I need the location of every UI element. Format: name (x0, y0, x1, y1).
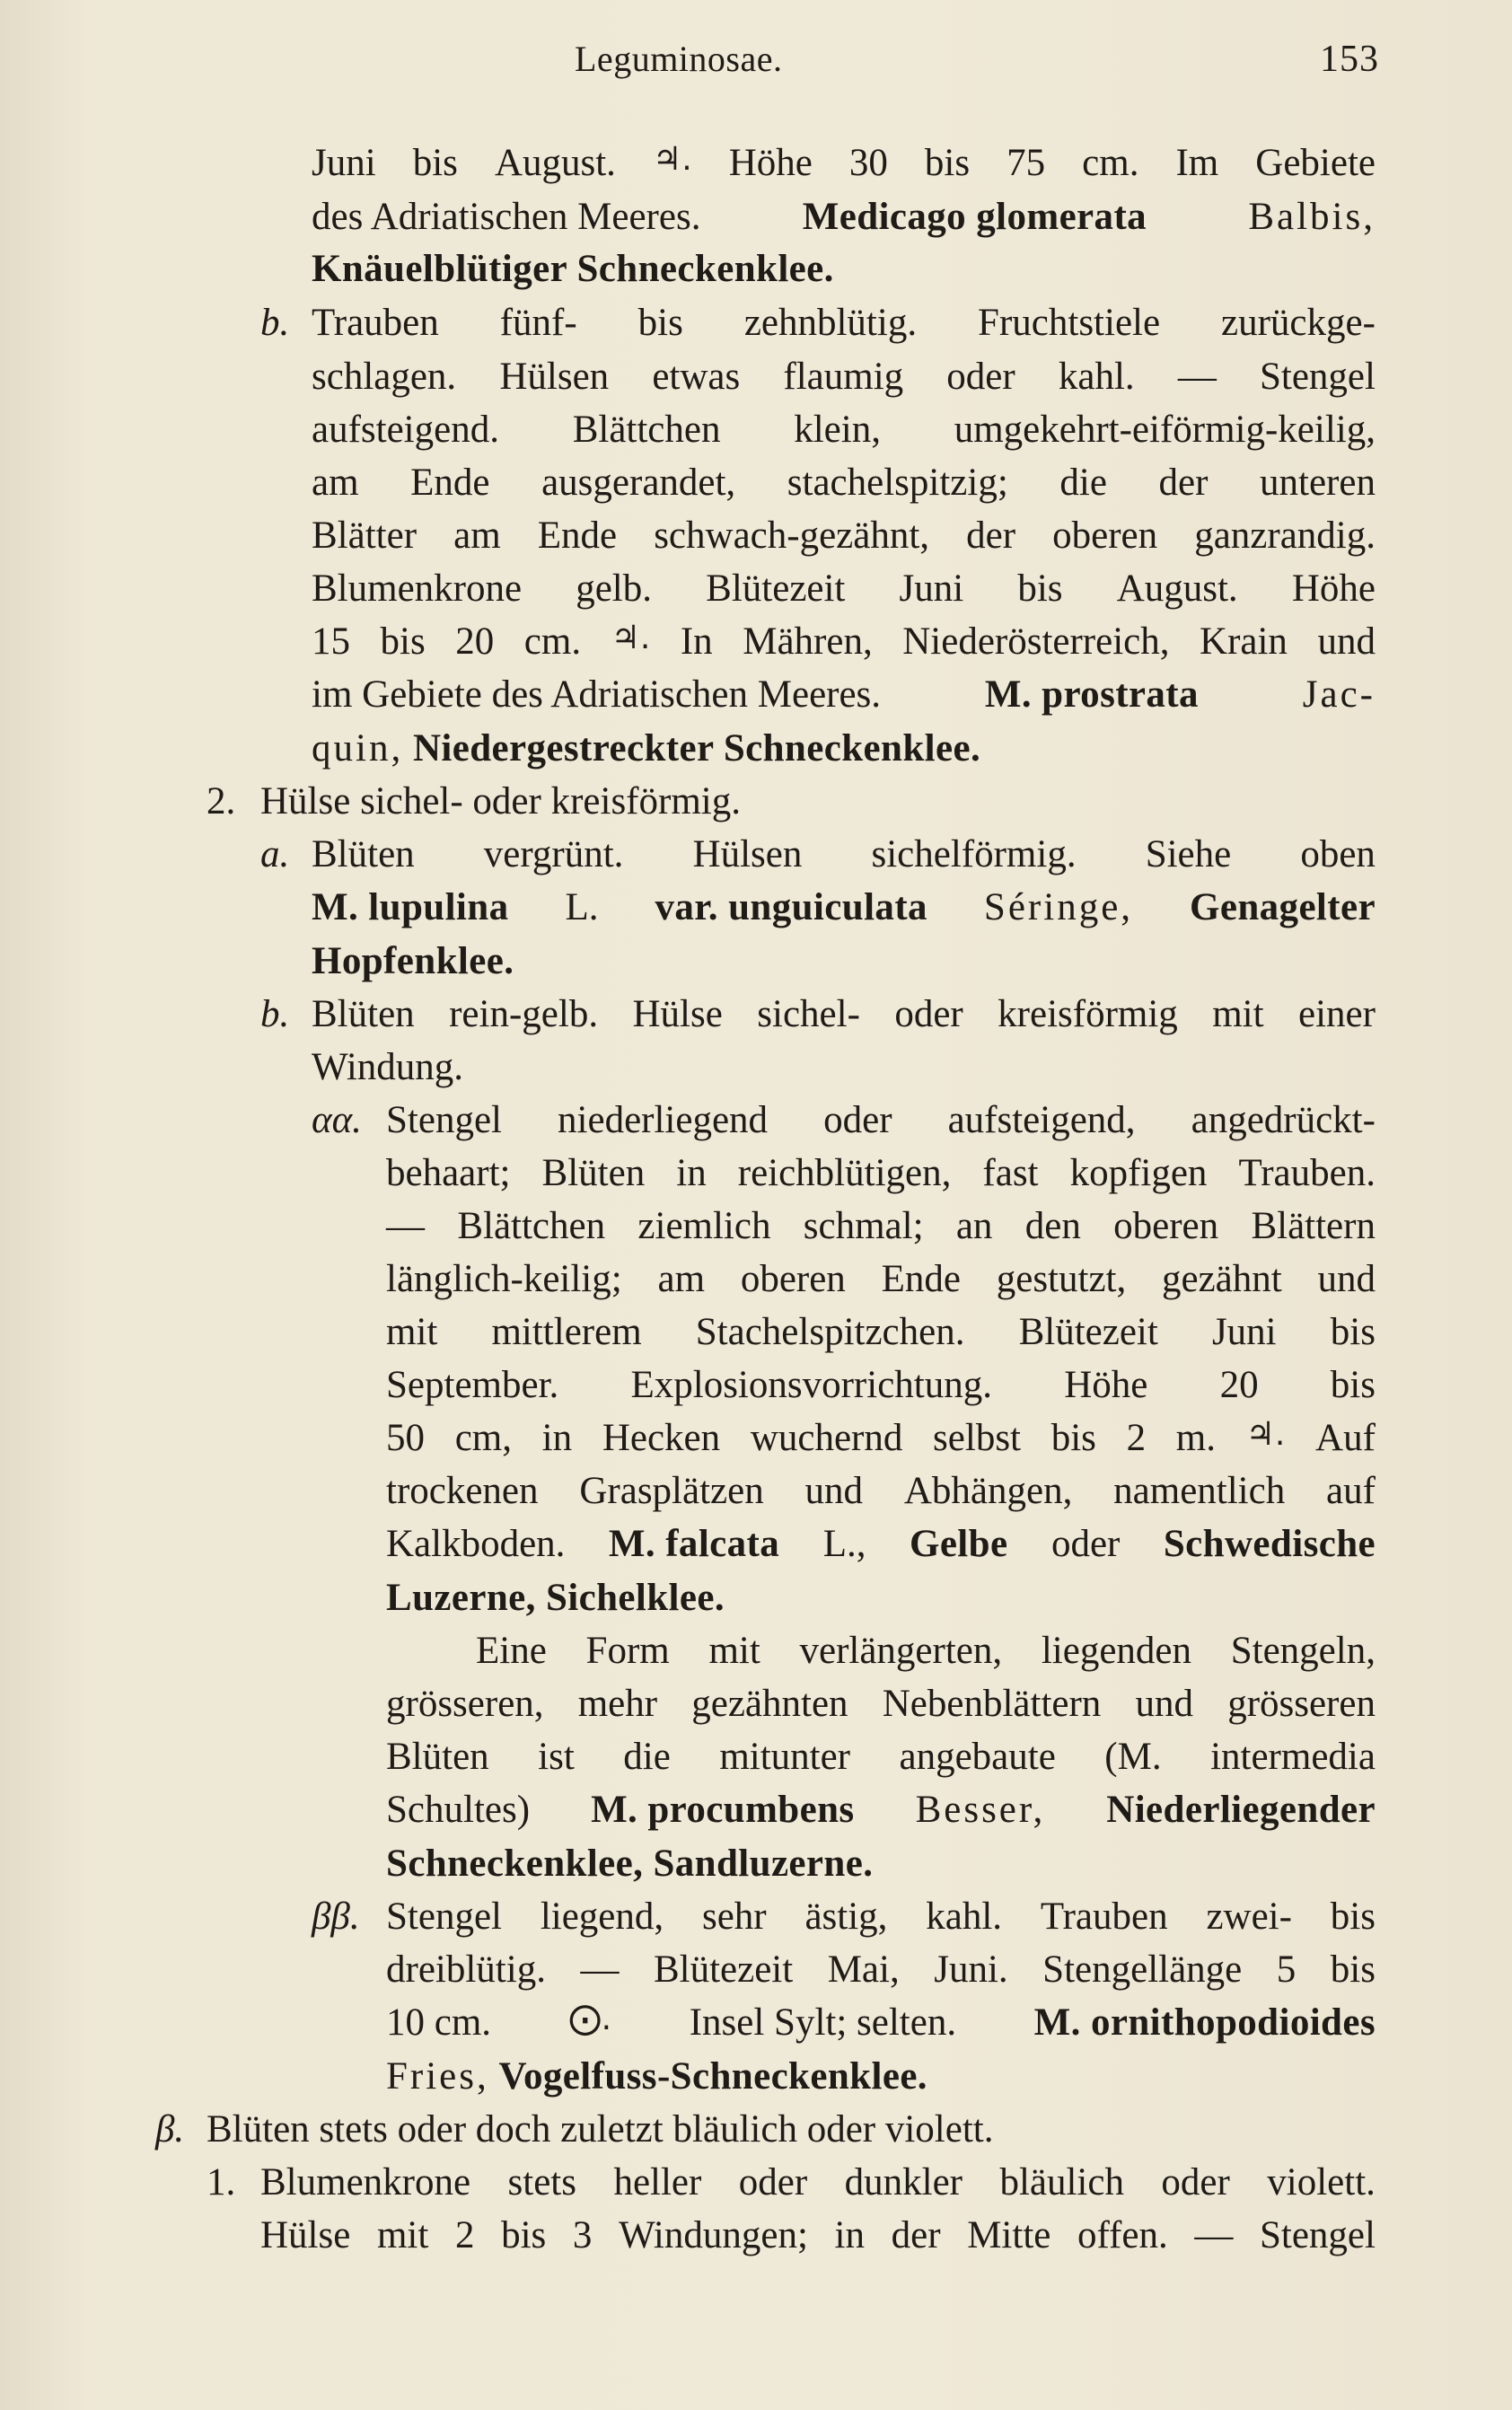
word: August. (1116, 567, 1238, 610)
word: ziemlich (637, 1205, 771, 1247)
word: Mai, (827, 1948, 900, 1991)
word: September. (386, 1364, 559, 1406)
word: in (676, 1152, 707, 1194)
word: Stachelspitzchen. (695, 1311, 965, 1353)
word: bläulich (999, 2161, 1124, 2203)
common-name: Schneckenklee, Sandluzerne. (386, 1843, 874, 1885)
word: Krain (1200, 620, 1288, 663)
word: einer (1298, 993, 1376, 1035)
word: liegenden (1041, 1630, 1191, 1672)
text-line: Windung. (312, 1046, 464, 1088)
common-name: Niederliegender (1106, 1789, 1376, 1831)
text-line (312, 835, 1376, 874)
word: in (541, 1417, 573, 1459)
word: Windungen; (619, 2214, 808, 2256)
word: Trauben (1040, 1895, 1168, 1938)
word: gezähnten (691, 1683, 848, 1725)
word: klein, (794, 409, 881, 451)
word: bis (924, 142, 971, 184)
author-name: Besser, (915, 1789, 1046, 1831)
word: ganzrandig. (1194, 515, 1376, 557)
word: kahl. (1058, 356, 1135, 398)
word: fünf- (499, 302, 577, 344)
text-line (312, 463, 1376, 502)
word: Juni (1211, 1311, 1277, 1353)
word: stets (507, 2161, 576, 2203)
word: auf (1326, 1470, 1376, 1512)
list-label: ββ. (312, 1895, 360, 1938)
text-line (386, 1472, 1376, 1510)
text-line (386, 1844, 873, 1883)
word: liegend, (540, 1895, 664, 1938)
annual-plant-symbol: ⨀. (568, 2001, 612, 2037)
word: oberen (1113, 1205, 1219, 1247)
word: oberen (740, 1258, 846, 1300)
word: und (1317, 1258, 1376, 1300)
text-line (312, 141, 1376, 184)
word: 75 (1007, 142, 1046, 184)
perennial-symbol: ♃. (1245, 1416, 1286, 1453)
text-line (260, 2216, 1376, 2255)
word: zehnblütig. (743, 302, 918, 344)
word: Stengel (386, 1099, 502, 1141)
text-line (312, 888, 1376, 927)
word: Explosionsvorrichtung. (630, 1364, 992, 1406)
word: mit (708, 1630, 760, 1672)
word: bis (412, 142, 458, 184)
text-line: Kalkboden. M. falcata L., Gelbe oder Schwedische (386, 1523, 1376, 1565)
word: Nebenblättern (882, 1683, 1102, 1725)
word: Blättchen (572, 409, 721, 451)
word: Stengellänge (1042, 1948, 1243, 1991)
text-line: 10 cm. ⨀. Insel Sylt; selten. M. ornithopodioides (386, 2001, 1376, 2044)
common-name: Hopfenklee. (312, 940, 514, 982)
word: intermedia (1210, 1736, 1376, 1778)
word: Blumenkrone (260, 2161, 471, 2203)
author-name: L. (565, 886, 599, 928)
word: oberen (1052, 515, 1158, 557)
word: verlängerten, (799, 1630, 1003, 1672)
species-name: M. falcata (608, 1523, 780, 1565)
word: reichblütigen, (737, 1152, 952, 1194)
word: 50 (386, 1417, 425, 1459)
word: Auf (1315, 1417, 1376, 1459)
text-line: Hülse sichel- oder kreisförmig. (260, 780, 741, 822)
text-line (386, 1207, 1376, 1245)
word: behaart; (386, 1152, 511, 1194)
word: selbst (933, 1417, 1021, 1459)
word: namentlich (1113, 1470, 1286, 1512)
text-line (312, 942, 514, 981)
word: oder (823, 1099, 892, 1141)
word: an (955, 1205, 993, 1247)
word: bis (1330, 1311, 1376, 1353)
word: August. (494, 142, 616, 184)
text-line (312, 516, 1376, 555)
word: Blüten (541, 1152, 646, 1194)
word: 2 (454, 2214, 475, 2256)
text-line (312, 357, 1376, 396)
word: grösseren, (386, 1683, 544, 1725)
word: offen. (1077, 2214, 1168, 2256)
word: aufsteigend. (312, 409, 499, 451)
word: etwas (652, 356, 741, 398)
word: und (1317, 620, 1376, 663)
list-label: b. (260, 302, 290, 344)
word: Juni. (934, 1948, 1008, 1991)
word: Fruchtstiele (978, 302, 1161, 344)
word: Stengeln, (1230, 1630, 1376, 1672)
common-name: Luzerne, Sichelklee. (386, 1577, 725, 1619)
text-line (312, 622, 1376, 661)
word: Gebiete (1255, 142, 1376, 184)
author-name: Fries, (386, 2055, 489, 2098)
word: Blüten (386, 1736, 489, 1778)
word: schlagen. (312, 356, 457, 398)
word: mehr (577, 1683, 658, 1725)
word: rein-gelb. (449, 993, 599, 1035)
word: Blütezeit (653, 1948, 794, 1991)
page-number: 153 (1320, 39, 1379, 80)
word: dreiblütig. (386, 1948, 546, 1991)
word: stachelspitzig; (787, 462, 1008, 504)
running-head: Leguminosae. (575, 39, 783, 79)
word: oder (738, 2161, 808, 2203)
author-name: Séringe, (983, 886, 1134, 928)
word: sehr (701, 1895, 767, 1938)
word: cm. (523, 620, 582, 663)
word: mit (386, 1311, 438, 1353)
text-line (312, 995, 1376, 1033)
word: angedrückt- (1191, 1099, 1376, 1141)
word: der (966, 515, 1016, 557)
word: Ende (537, 515, 618, 557)
text-line (386, 1366, 1376, 1404)
list-label: αα. (312, 1099, 362, 1141)
word: ist (538, 1736, 575, 1778)
author-name: quin, (312, 727, 404, 770)
word: — (386, 1205, 425, 1247)
word: Blüten (312, 833, 415, 875)
perennial-symbol: ♃. (611, 620, 651, 656)
word: kreisförmig (998, 993, 1178, 1035)
text-line (386, 2057, 927, 2096)
word: Mähren, (743, 620, 873, 663)
text-line (312, 569, 1376, 608)
word: m. (1175, 1417, 1216, 1459)
word: mit (1212, 993, 1264, 1035)
word: kahl. (926, 1895, 1003, 1938)
word: angebaute (899, 1736, 1056, 1778)
species-name: M. lupulina (312, 886, 509, 928)
word: Hülsen (692, 833, 803, 875)
word: mittlerem (491, 1311, 642, 1353)
word: oder (1161, 2161, 1230, 2203)
author-name: Jac- (1302, 673, 1376, 716)
common-name: Gelbe (909, 1523, 1008, 1565)
word: Hülse (260, 2214, 351, 2256)
word: in (834, 2214, 865, 2256)
word: — (1194, 2214, 1234, 2256)
list-label: β. (155, 2108, 185, 2151)
text-line (386, 1897, 1376, 1936)
word: 20 (455, 620, 495, 663)
variety-name: var. unguiculata (655, 886, 927, 928)
word: ausgerandet, (541, 462, 736, 504)
word: den (1024, 1205, 1081, 1247)
word: die (1059, 462, 1107, 504)
common-name: Vogelfuss-Schneckenklee. (498, 2055, 927, 2098)
word: Hülse (632, 993, 723, 1035)
word: länglich-keilig; (386, 1258, 622, 1300)
text-line (476, 1632, 1376, 1670)
word: mit (376, 2214, 429, 2256)
common-name: Schwedische (1163, 1523, 1376, 1565)
common-name: Niedergestreckter Schneckenklee. (412, 727, 981, 770)
word: gezähnt (1162, 1258, 1282, 1300)
word: 2 (1126, 1417, 1147, 1459)
word: zurückge- (1221, 302, 1376, 344)
word: oder (946, 356, 1015, 398)
text-line (312, 729, 980, 768)
word: — (580, 1948, 620, 1991)
word: 5 (1276, 1948, 1297, 1991)
word: cm, (454, 1417, 512, 1459)
word: mitunter (719, 1736, 851, 1778)
word: 30 (848, 142, 888, 184)
word: schwach-gezähnt, (654, 515, 930, 557)
word: Blütezeit (706, 567, 846, 610)
text-line (312, 410, 1376, 449)
word: Eine (476, 1630, 547, 1672)
word: vergrünt. (483, 833, 624, 875)
word: und (1135, 1683, 1193, 1725)
word: Höhe (1064, 1364, 1148, 1406)
word: Blätter (312, 515, 418, 557)
text-line (386, 1416, 1376, 1459)
species-name: Medicago glomerata (802, 196, 1147, 238)
text-line: des Adriatischen Meeres. Medicago glomerata Balbis, (312, 196, 1376, 238)
word: dunkler (844, 2161, 963, 2203)
word: Blättern (1251, 1205, 1376, 1247)
word: der (891, 2214, 941, 2256)
word: Trauben. (1238, 1152, 1376, 1194)
species-name: M. procumbens (591, 1789, 855, 1831)
word: Blättchen (457, 1205, 606, 1247)
text-line: Blüten stets oder doch zuletzt bläulich oder violett. (207, 2108, 994, 2151)
list-label: 1. (207, 2161, 236, 2203)
word: Stengel (1259, 356, 1376, 398)
word: violett. (1267, 2161, 1376, 2203)
list-label: 2. (207, 780, 236, 822)
text-line (312, 250, 834, 288)
word: Form (585, 1630, 670, 1672)
word: bis (501, 2214, 547, 2256)
word: der (1158, 462, 1209, 504)
word: sichel- (757, 993, 860, 1035)
text-line (386, 1101, 1376, 1139)
word: und (804, 1470, 864, 1512)
word: bis (1330, 1948, 1376, 1991)
word: In (680, 620, 713, 663)
word: Niederösterreich, (902, 620, 1170, 663)
word: trockenen (386, 1470, 539, 1512)
word: Höhe (1291, 567, 1376, 610)
word: schmal; (803, 1205, 924, 1247)
word: 15 (312, 620, 350, 663)
word: umgekehrt-eiförmig-keilig, (954, 409, 1376, 451)
word: Mitte (967, 2214, 1051, 2256)
word: bis (1050, 1417, 1096, 1459)
word: Höhe (728, 142, 813, 184)
word: Grasplätzen (579, 1470, 764, 1512)
word: Blumenkrone (312, 567, 523, 610)
word: sichelförmig. (871, 833, 1077, 875)
text-line (386, 1154, 1376, 1192)
author-name: Balbis, (1248, 196, 1376, 238)
word: niederliegend (558, 1099, 769, 1141)
species-name: M. ornithopodioides (1033, 2001, 1376, 2044)
text-line (386, 1260, 1376, 1298)
word: Blüten (312, 993, 415, 1035)
word: die (623, 1736, 671, 1778)
word: bis (380, 620, 426, 663)
word: Im (1175, 142, 1219, 184)
word: gelb. (576, 567, 653, 610)
word: (M. (1104, 1736, 1162, 1778)
text-line (312, 303, 1376, 342)
word: Ende (881, 1258, 961, 1300)
word: heller (613, 2161, 702, 2203)
author-name: L., (822, 1523, 866, 1565)
species-name: M. prostrata (984, 673, 1199, 716)
text-line: Schultes) M. procumbens Besser, Niederliegender (386, 1789, 1376, 1831)
word: oder (894, 993, 963, 1035)
word: flaumig (783, 356, 904, 398)
text-line: im Gebiete des Adriatischen Meeres. M. prostrata Jac- (312, 673, 1376, 716)
word: Juni (312, 142, 376, 184)
word: Ende (410, 462, 490, 504)
word: unteren (1260, 462, 1376, 504)
word: wuchernd (750, 1417, 903, 1459)
perennial-symbol: ♃. (652, 141, 692, 178)
word: grösseren (1227, 1683, 1376, 1725)
word: Stengel (1259, 2214, 1376, 2256)
page-header (0, 38, 1512, 88)
word: zwei- (1206, 1895, 1292, 1938)
common-name: Knäuelblütiger Schneckenklee. (312, 248, 834, 290)
word: bis (1330, 1895, 1376, 1938)
text-line (386, 1684, 1376, 1723)
common-name: Genagelter (1190, 886, 1376, 928)
word: Stengel (386, 1895, 502, 1938)
word: Hecken (602, 1417, 721, 1459)
word: gestutzt, (996, 1258, 1127, 1300)
word: oben (1300, 833, 1376, 875)
word: kopfigen (1069, 1152, 1208, 1194)
word: Juni (899, 567, 964, 610)
word: Siehe (1145, 833, 1232, 875)
word: am (657, 1258, 706, 1300)
word: cm. (1082, 142, 1139, 184)
word: fast (982, 1152, 1039, 1194)
word: am (312, 462, 359, 504)
word: 20 (1219, 1364, 1259, 1406)
word: Hülsen (499, 356, 610, 398)
word: bis (1017, 567, 1063, 610)
text-line (386, 1313, 1376, 1351)
word: bis (1330, 1364, 1376, 1406)
word: Abhängen, (903, 1470, 1073, 1512)
word: Blütezeit (1018, 1311, 1158, 1353)
word: — (1177, 356, 1217, 398)
word: ästig, (804, 1895, 888, 1938)
text-line (260, 2163, 1376, 2202)
list-label: a. (260, 833, 290, 875)
text-line (386, 1737, 1376, 1776)
word: Trauben (312, 302, 439, 344)
word: 3 (572, 2214, 593, 2256)
text-line (386, 1950, 1376, 1989)
text-line (386, 1579, 725, 1617)
word: bis (637, 302, 683, 344)
list-label: b. (260, 993, 290, 1035)
word: am (453, 515, 501, 557)
word: aufsteigend, (947, 1099, 1136, 1141)
